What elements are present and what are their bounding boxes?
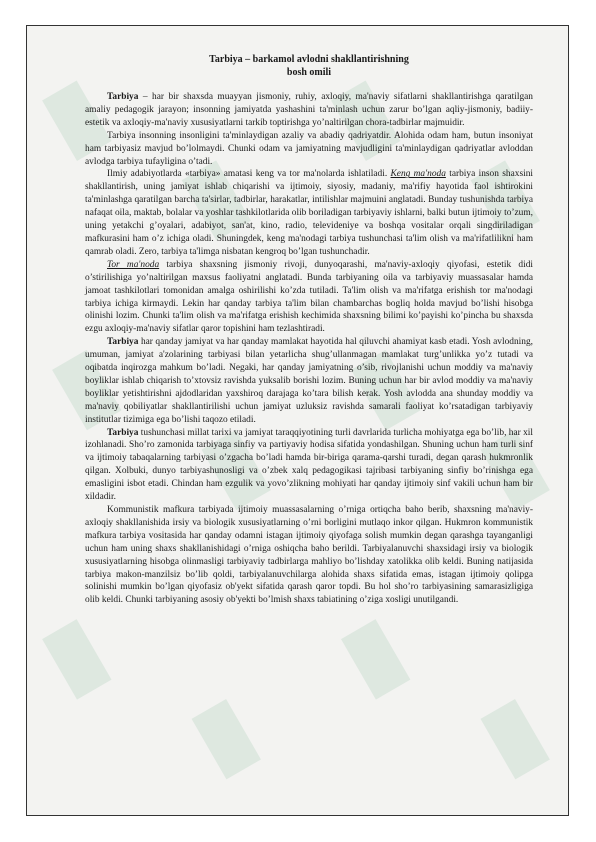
paragraph-6 xyxy=(85,427,533,504)
paragraph-2: Tarbiya insonning insonligini ta'minlaydigan azaliy va abadiy qadriyatdir. Alohida odam ham, butun insoniyat ham tarbiyasiz mavjud bo’lolmaydi. Chunki odam va jamiyatning mavjudligini ta'minlaydigan qadriyatlar avloddan avlodga tarbiya tufayligina o’tadi. xyxy=(85,130,533,167)
paragraph-3-text: tarbiya inson shaxsini shakllantirish, uning jamiyat ishlab chiqarishi va ijtimoiy, siyosiy, madaniy, ma'rifiy hayotida faol ishtirokini ta'minlashga qaratilgan barcha ta'sirlar, tadbirlar, harakatlar, intilishlar majmuini anglatadi. Bunday tushunishda tarbiya nafaqat oila, maktab, bolalar va yoshlar tashkilotlarida olib boriladigan tarbiyaviy ishlarni, balki butun ijtimoiy to’zum, uning yetakchi g’oyalari, adabiyot, san'at, kino, radio, televideniye va boshqa vositalar orqali singdiriladigan mafkurasini ham o’z ichiga oladi. Shuningdek, keng ma'nodagi tarbiya tushunchasi ta'lim olish va ma'rifatlilikni ham qamrab oladi. Zero, tarbiya ta'limga nisbatan kengroq bo’lgan tushunchadir. xyxy=(85,169,533,257)
document-title xyxy=(85,54,533,79)
title-line-2: bosh omili xyxy=(286,66,332,78)
term-tarbiya: Tarbiya xyxy=(107,92,139,102)
term-tarbiya-2: Tarbiya xyxy=(107,337,139,348)
paragraph-3-intro: Ilmiy adabiyotlarda «tarbiya» amatasi keng va tor ma'nolarda ishlatiladi. xyxy=(107,169,391,180)
paragraph-4 xyxy=(85,259,533,336)
paragraph-1 xyxy=(85,91,533,130)
document-page xyxy=(26,25,569,816)
document-body xyxy=(85,54,533,607)
term-tarbiya-3: Tarbiya xyxy=(107,427,139,438)
term-tor-manoda: Tor ma'noda xyxy=(107,259,160,270)
paragraph-3 xyxy=(85,168,533,258)
term-keng-manoda: Keng ma'noda xyxy=(390,169,446,180)
paragraph-5-text: har qanday jamiyat va har qanday mamlakat hayotida hal qiluvchi ahamiyat kasb etadi. Yosh avlodning, umuman, jamiyat a'zolarining tarbiyasi bilan yetarlicha shug’ullanmagan mamlakat turg’unlikka yo’z tutadi va oqibatda inqirozga mahkum bo’ladi. Negaki, har qanday jamiyatning o’sib, rivojlanishi uchun moddiy va ma'naviy boyliklar ishlab chiqarish to’xtovsiz ravishda yuksalib borishi lozim. Buning uchun har bir avlod moddiy va ma'naviy boyliklar yetishtirishni ajdodlaridan yaxshiroq darajaga ko’tara bilish kerak. Yosh avlodda ana shunday moddiy va ma'naviy qobiliyatlar shakllantirilishi uchun jamiyat uzluksiz ravishda samarali faoliyat ko’rsatadigan tarbiyaviy institutlar tizimiga ega bo’lishi taqozo etiladi. xyxy=(85,337,533,425)
title-line-1: Tarbiya – barkamol avlodni shakllantirishning xyxy=(209,54,409,65)
paragraph-4-text: tarbiya shaxsning jismoniy rivoji, dunyoqarashi, ma'naviy-axloqiy qiyofasi, estetik didi o’stirilishiga yo’naltirilgan maxsus faoliyatni anglatadi. Bunda tarbiyaning oila va tarbiyaviy muassasalar hamda jamoat tashkilotlari tomonidan amalga oshirilishi ko’zda tutiladi. Ta'lim olish va ma'rifatga erishish tor ma'nodagi tarbiya ichiga kirmaydi. Lekin har qanday tarbiya ta'lim bilan chambarchas bogliq holda mavjud bo’lishi hisobga olinishi lozim. Chunki ta'lim olish va ma'rifatga erishish kechimida shaxsning bilimi ko’payishi ko’pincha bu shaxsda ezgu axloqiy-ma'naviy sifatlar qaror topishini ham tezlashtiradi. xyxy=(85,259,534,335)
paragraph-5 xyxy=(85,336,533,426)
paragraph-6-text: tushunchasi millat tarixi va jamiyat taraqqiyotining turli davrlarida turlicha mohiyatga ega bo’lib, har xil izohlanadi. Sho’ro zamonida tarbiyaga sinfiy va partiyaviy hodisa sifatida yondashilgan. Shuning uchun ham turli sinf va ijtimoiy tabaqalarning tarbiyasi o’zgacha bo’ladi hamda bir-biriga qarama-qarshi turadi, degan qarash hukmronlik qilgan. Xolbuki, dunyo tarbiyashunosligi va o’zbek xalq pedagogikasi tajribasi tarbiyaning sinfiy bo’rinishga ega emasligini isbot etadi. Chindan ham ezgulik va yovo’zlikning mohiyati har qanday ijtimoiy sinf vakili uchun ham bir xildadir. xyxy=(85,427,533,503)
paragraph-1-text: – har bir shaxsda muayyan jismoniy, ruhiy, axloqiy, ma'naviy sifatlarni shakllantirishga qaratilgan amaliy pedagogik jarayon; insonning jamiyatda yashashini ta'minlash uchun zarur bo’lgan aqliy-jismoniy, badiiy-estetik va axloqiy-ma'naviy xususiyatlarni tarkib toptirishga yo’naltirilgan chora-tadbirlar majmuidir. xyxy=(85,92,533,128)
paragraph-7: Kommunistik mafkura tarbiyada ijtimoiy muassasalarning o’rniga ortiqcha baho berib, shaxsning ma'naviy-axloqiy shakllanishida irsiy va biologik xususiyatlarning o’rni borligini mutlaqo inkor qilgan. Hukmron kommunistik mafkura tarbiya vositasida har qanday odamni istagan ijtimoiy qiyofaga solish mumkin degan qarashga tayanganligi uchun ham uning shaxs shakllanishidagi o’rniga oshiqcha baho berildi. Tarbiyalanuvchi shaxsidagi irsiy va biologik xususiyatlarning hisobga olinmasligi tarbiyaviy tadbirlarga mahliyo bo’lishday xatolikka olib keldi. Buning natijasida tarbiya makon-manzilsiz bo’lib qoldi, tarbiyalanuvchilarga alohida shaxs sifatida emas, istagan ijtimoiy qolipga solinishi mumkin bo’lgan qiyofasiz ob'yekt sifatida qarash qaror topdi. Bu hol sho’ro tarbiyasining samarasizligiga olib keldi. Chunki tarbiyaning asosiy ob'yekti bo’lmish shaxs tabiatining o’ziga xosligi unutilgandi. xyxy=(85,505,533,606)
